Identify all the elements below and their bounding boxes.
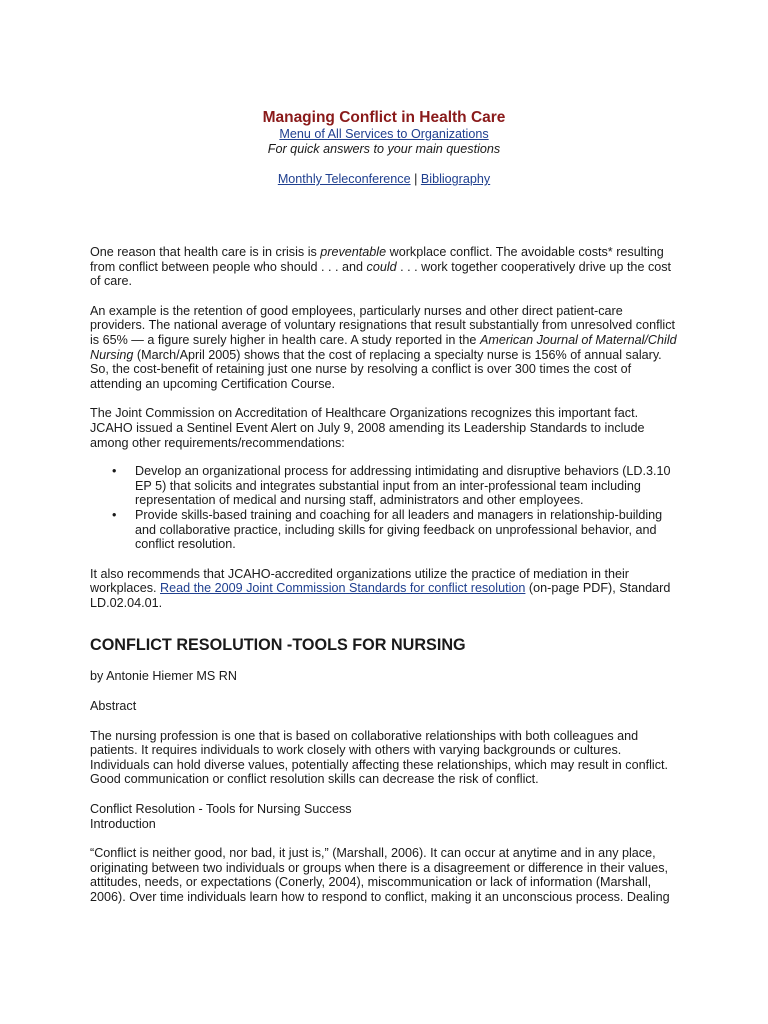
link-separator: | bbox=[414, 172, 418, 186]
article-byline: by Antonie Hiemer MS RN bbox=[90, 669, 237, 684]
recommendations-list bbox=[90, 464, 678, 552]
bullet-icon: • bbox=[112, 464, 117, 479]
tagline: For quick answers to your main questions bbox=[267, 142, 501, 156]
page-title: Managing Conflict in Health Care bbox=[262, 109, 506, 126]
menu-of-services-link[interactable]: Menu of All Services to Organizations bbox=[279, 127, 489, 141]
list-item: • Provide skills-based training and coaching for all leaders and managers in relationship-building and collaborative practice, including skills for giving feedback on unprofessional behavior, and conflict resolution. bbox=[112, 507, 663, 552]
monthly-teleconference-link[interactable]: Monthly Teleconference bbox=[277, 172, 411, 186]
header-links bbox=[90, 172, 678, 187]
abstract-label: Abstract bbox=[90, 699, 137, 714]
introduction-label: Introduction bbox=[90, 816, 156, 831]
intro-paragraph-3: The Joint Commission on Accreditation of Healthcare Organizations recognizes this important fact. JCAHO issued a Sentinel Event Alert on July 9, 2008 amending its Leadership Standards to include among other requirements/recommendations: bbox=[90, 406, 645, 450]
bibliography-link[interactable]: Bibliography bbox=[420, 172, 491, 186]
list-item: • Develop an organizational process for addressing intimidating and disruptive behaviors (LD.3.10 EP 5) that solicits and integrates substantial input from an inter-professional team including representation of medical and nursing staff, administrators and other employees. bbox=[112, 464, 671, 508]
joint-commission-standards-link[interactable]: Read the 2009 Joint Commission Standards for conflict resolution bbox=[160, 581, 526, 596]
article-heading: CONFLICT RESOLUTION -TOOLS FOR NURSING bbox=[90, 636, 466, 655]
intro-paragraph-4: It also recommends that JCAHO-accredited organizations utilize the practice of mediation in their workplaces. Read the 2009 Joint Commission Standards for conflict resolution (on-page PDF), Standard LD.02.04.01. bbox=[90, 566, 671, 610]
introduction-paragraph: “Conflict is neither good, nor bad, it just is,” (Marshall, 2006). It can occur at anytime and in any place, originating between two individuals or groups when there is a disagreement or difference in their values, attitudes, needs, or expectations (Conerly, 2004), miscommunication or lack of information (Marshall, 2006). Over time individuals learn how to respond to conflict, making it an unconscious process. Dealing bbox=[90, 846, 670, 904]
article-subtitle: Conflict Resolution - Tools for Nursing Success bbox=[90, 802, 352, 817]
abstract-paragraph: The nursing profession is one that is based on collaborative relationships with both colleagues and patients. It requires individuals to work closely with others with varying backgrounds or cultures. Individuals can hold diverse values, potentially affecting these relationships, which may result in conflict. Good communication or conflict resolution skills can decrease the risk of conflict. bbox=[90, 728, 668, 787]
bullet-icon: • bbox=[112, 507, 117, 522]
page-header bbox=[90, 0, 678, 187]
intro-paragraph-2: An example is the retention of good employees, particularly nurses and other direct patient-care providers. The national average of voluntary resignations that result substantially from unresolved conflict is 65% — a figure surely higher in health care. A study reported in the American Journal of Maternal/Child Nursing (March/April 2005) shows that the cost of replacing a specialty nurse is 156% of annual salary. So, the cost-benefit of retaining just one nurse by resolving a conflict is over 300 times the cost of attending an upcoming Certification Course. bbox=[90, 303, 677, 391]
intro-paragraph-1: One reason that health care is in crisis is preventable workplace conflict. The avoidable costs* resulting from conflict between people who should . . . and could . . . work together cooperatively drive up the cost of care. bbox=[90, 245, 672, 289]
